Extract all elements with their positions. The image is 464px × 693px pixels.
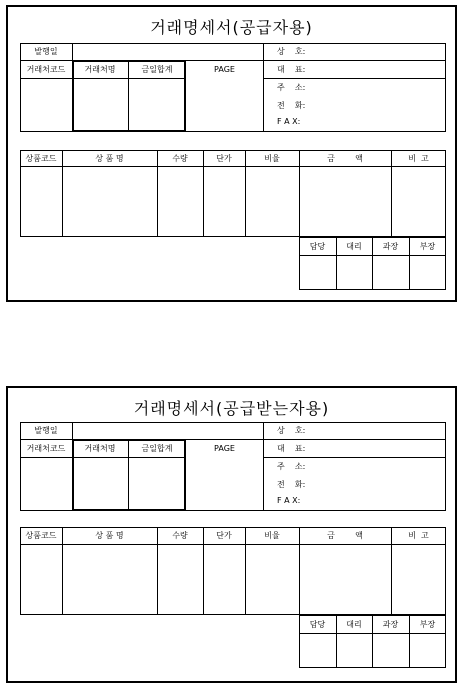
phone-label: 전 화: xyxy=(277,101,306,110)
total-label: 금일합계 xyxy=(141,443,173,453)
divider xyxy=(20,544,446,545)
client-name-label: 거래처명 xyxy=(84,443,116,453)
client-name-label: 거래처명 xyxy=(84,64,116,74)
page-label: PAGE xyxy=(214,64,235,74)
approval-label: 과장 xyxy=(382,241,399,251)
total-label: 금일합계 xyxy=(141,64,173,74)
page-label: PAGE xyxy=(214,443,235,453)
issue-date-label: 발행일 xyxy=(34,47,58,56)
column-header: 상품코드 xyxy=(25,531,57,540)
column-header: 상품코드 xyxy=(25,153,57,163)
column-header: 상 품 명 xyxy=(95,531,124,540)
approval-label: 대리 xyxy=(346,241,362,251)
approval-label: 과장 xyxy=(382,619,399,629)
divider xyxy=(263,457,446,458)
divider xyxy=(20,166,446,167)
column-header: 수량 xyxy=(172,531,188,540)
column-header: 비율 xyxy=(264,531,280,540)
trade-name-label: 상 호: xyxy=(277,47,306,56)
client-code-label: 거래처코드 xyxy=(26,64,66,74)
representative-label: 대 표: xyxy=(277,65,306,74)
form-title: 거래명세서(공급자용) xyxy=(150,18,313,37)
fax-label: F A X: xyxy=(277,496,301,505)
divider xyxy=(263,78,446,79)
column-header: 비율 xyxy=(264,153,280,163)
column-header: 비 고 xyxy=(408,531,429,540)
invoice-form-supplier xyxy=(6,5,457,302)
trade-name-label: 상 호: xyxy=(277,426,306,435)
approval-label: 부장 xyxy=(419,619,436,629)
approval-label: 대리 xyxy=(346,619,362,629)
column-header: 단가 xyxy=(216,153,232,163)
column-header: 수량 xyxy=(172,153,188,163)
divider xyxy=(263,422,264,511)
column-header: 비 고 xyxy=(408,153,429,163)
form-title: 거래명세서(공급받는자용) xyxy=(133,399,330,418)
issue-date-label: 발행일 xyxy=(34,426,58,435)
column-header: 금 액 xyxy=(327,153,363,163)
column-header: 상 품 명 xyxy=(95,153,124,163)
approval-label: 부장 xyxy=(419,241,436,251)
representative-label: 대 표: xyxy=(277,444,306,453)
column-header: 금 액 xyxy=(327,531,363,540)
invoice-form-recipient xyxy=(6,386,457,683)
address-label: 주 소: xyxy=(277,83,306,92)
approval-label: 담당 xyxy=(309,241,326,251)
address-label: 주 소: xyxy=(277,462,306,471)
fax-label: F A X: xyxy=(277,117,301,126)
phone-label: 전 화: xyxy=(277,480,306,489)
divider xyxy=(263,43,264,132)
approval-label: 담당 xyxy=(309,619,326,629)
column-header: 단가 xyxy=(216,531,232,540)
client-code-label: 거래처코드 xyxy=(26,443,66,453)
